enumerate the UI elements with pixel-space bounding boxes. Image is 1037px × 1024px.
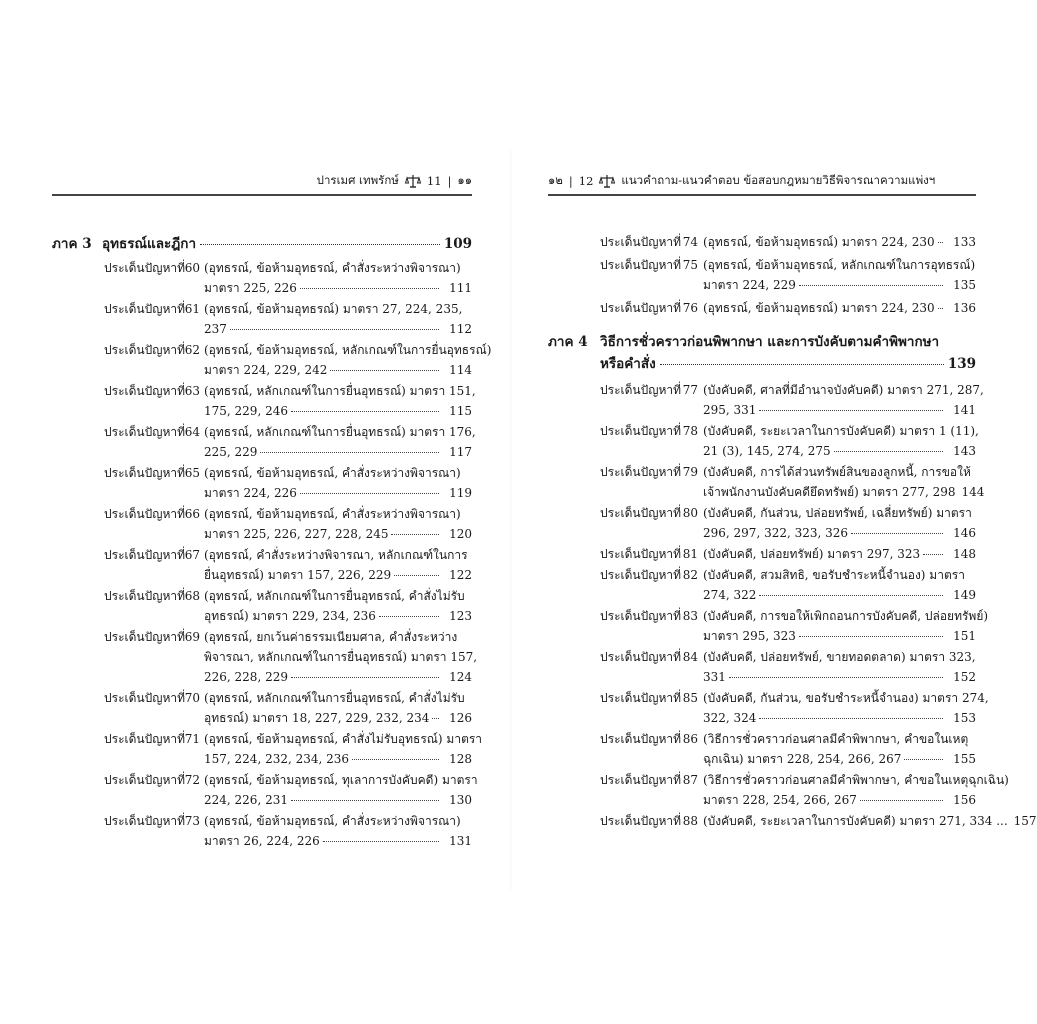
entry-text: 226, 228, 229 (204, 670, 288, 684)
entry-number: 77 (682, 383, 698, 397)
entry-number: 66 (184, 507, 200, 521)
entry-page: 149 (953, 588, 976, 602)
entry-line (703, 606, 989, 626)
entry-number: 75 (682, 258, 698, 272)
entry-line (204, 831, 472, 851)
entry-text: (บังคับคดี, การขอให้เพิกถอนการบังคับคดี, ปล่อยทรัพย์) (703, 609, 989, 623)
entry-page: 135 (953, 278, 976, 292)
dot-leader (323, 841, 439, 842)
entry-line (204, 688, 472, 708)
entry-text: 322, 324 (703, 711, 757, 725)
entry-page: 123 (449, 609, 472, 623)
entry-body (703, 380, 984, 420)
entry-body (703, 544, 976, 564)
entry-line (204, 749, 472, 769)
entry-page: 148 (953, 547, 976, 561)
entry-line (204, 708, 472, 728)
entry-body (204, 586, 472, 626)
entry-number: 71 (184, 732, 200, 746)
dot-leader (938, 242, 943, 243)
entry-page: 114 (449, 363, 472, 377)
entry-page: 133 (953, 235, 976, 249)
entry-text: (อุทธรณ์, ข้อห้ามอุทธรณ์, หลักเกณฑ์ในการยื่นอุทธรณ์) (204, 343, 492, 357)
entry-line (703, 770, 1009, 790)
entry-label: ประเด็นปัญหาที่ (600, 773, 682, 787)
entry-number: 86 (682, 732, 698, 746)
dot-leader (860, 800, 943, 801)
book-title: แนวคำถาม-แนวคำตอบ ข้อสอบกฎหมายวิธีพิจารณาความแพ่งฯ (621, 173, 936, 187)
page-number-thai: ๑๒ (548, 173, 563, 187)
part-label: ภาค 4 (548, 334, 588, 350)
entry-number: 65 (184, 466, 200, 480)
entry-text: (อุทธรณ์, ยกเว้นค่าธรรมเนียมศาล, คำสั่งระหว่าง (204, 630, 458, 644)
header-rule (52, 194, 472, 196)
entry-line (703, 626, 976, 646)
entry-label: ประเด็นปัญหาที่ (104, 691, 186, 705)
entry-label: ประเด็นปัญหาที่ (600, 547, 682, 561)
entry-line (703, 688, 989, 708)
entry-line (703, 421, 979, 441)
dot-leader (352, 759, 439, 760)
entry-line (703, 790, 976, 810)
entry-number: 62 (184, 343, 200, 357)
entry-line (703, 380, 984, 400)
entry-label: ประเด็นปัญหาที่ (600, 814, 682, 828)
dot-leader (300, 493, 439, 494)
entry-label: ประเด็นปัญหาที่ (600, 424, 682, 438)
entry-label: ประเด็นปัญหาที่ (104, 343, 186, 357)
entry-text: มาตรา 295, 323 (703, 629, 796, 643)
entry-line (204, 422, 476, 442)
part-title-line2-row (600, 352, 976, 374)
entry-line (703, 275, 976, 295)
entry-line (204, 463, 472, 483)
entry-number: 79 (682, 465, 698, 479)
entry-number: 74 (682, 235, 698, 249)
entry-page: 120 (449, 527, 472, 541)
entry-line (703, 544, 976, 564)
entry-line (204, 811, 472, 831)
entry-page: 131 (449, 834, 472, 848)
entry-number: 70 (184, 691, 200, 705)
entry-text: (บังคับคดี, การได้ส่วนทรัพย์สินของลูกหนี้, การขอให้ (703, 465, 971, 479)
entry-text: ฉุกเฉิน) มาตรา 228, 254, 266, 267 (703, 752, 902, 766)
entry-line (703, 811, 1037, 831)
page-number-separator: | (568, 174, 573, 188)
entry-text: มาตรา 224, 229, 242 (204, 363, 328, 377)
entry-line (204, 401, 472, 421)
entry-line (204, 586, 472, 606)
entry-page: 156 (953, 793, 976, 807)
entry-label: ประเด็นปัญหาที่ (600, 258, 682, 272)
entry-line (703, 565, 976, 585)
entry-text: (อุทธรณ์, ข้อห้ามอุทธรณ์) มาตรา 224, 230 (703, 301, 935, 315)
entry-line (204, 340, 492, 360)
entry-label: ประเด็นปัญหาที่ (104, 732, 186, 746)
entry-page: 130 (449, 793, 472, 807)
dot-leader (330, 370, 439, 371)
entry-line (204, 504, 472, 524)
entry-page: 124 (449, 670, 472, 684)
entry-body (703, 255, 976, 295)
dot-leader (230, 329, 439, 330)
entry-body (204, 463, 472, 503)
entry-page: 119 (449, 486, 472, 500)
dot-leader (938, 308, 943, 309)
entry-text: พิจารณา, หลักเกณฑ์ในการยื่นอุทธรณ์) มาตรา 157, (204, 650, 478, 664)
part-label: ภาค 3 (52, 236, 92, 252)
left-page (52, 170, 492, 870)
entry-text: (อุทธรณ์, ข้อห้ามอุทธรณ์) มาตรา 27, 224, 235, (204, 302, 463, 316)
entry-body (703, 421, 979, 461)
entry-label: ประเด็นปัญหาที่ (600, 383, 682, 397)
dot-leader (432, 718, 439, 719)
book-gutter (510, 150, 512, 890)
entry-number: 67 (184, 548, 200, 562)
dot-leader (660, 364, 944, 365)
dot-leader (904, 759, 943, 760)
part-title: อุทธรณ์และฎีกา (102, 236, 197, 252)
entry-body (703, 688, 989, 728)
entry-text: (อุทธรณ์, หลักเกณฑ์ในการยื่นอุทธรณ์, คำสั่งไม่รับ (204, 691, 465, 705)
entry-body (204, 770, 478, 810)
entry-body (204, 729, 483, 769)
entry-label: ประเด็นปัญหาที่ (600, 465, 682, 479)
entry-page: 157 (1013, 814, 1037, 828)
dot-leader (923, 554, 943, 555)
entry-label: ประเด็นปัญหาที่ (600, 235, 682, 249)
entry-number: 69 (184, 630, 200, 644)
entry-text: 331 (703, 670, 726, 684)
entry-line (204, 360, 472, 380)
page-number-separator: | (447, 174, 452, 188)
entry-text: 237 (204, 322, 227, 336)
entry-body (204, 340, 492, 380)
entry-number: 81 (682, 547, 698, 561)
entry-number: 61 (184, 302, 200, 316)
entry-number: 88 (682, 814, 698, 828)
entry-body (204, 422, 476, 462)
entry-text: (บังคับคดี, ศาลที่มีอำนาจบังคับคดี) มาตรา 271, 287, (703, 383, 984, 397)
entry-body (703, 232, 976, 252)
entry-body (703, 647, 976, 687)
entry-body (703, 811, 1037, 831)
entry-number: 82 (682, 568, 698, 582)
entry-text: ยื่นอุทธรณ์) มาตรา 157, 226, 229 (204, 568, 392, 582)
entry-page: 146 (953, 526, 976, 540)
entry-line (703, 232, 976, 252)
entry-label: ประเด็นปัญหาที่ (104, 384, 186, 398)
entry-line (204, 299, 472, 319)
entry-line (204, 319, 472, 339)
dot-leader (291, 411, 439, 412)
entry-line (703, 729, 976, 749)
entry-page: 152 (953, 670, 976, 684)
entry-label: ประเด็นปัญหาที่ (104, 261, 186, 275)
entry-number: 80 (682, 506, 698, 520)
entry-number: 87 (682, 773, 698, 787)
entry-text: (วิธีการชั่วคราวก่อนศาลมีคำพิพากษา, คำขอในเหตุ (703, 732, 969, 746)
dot-leader (379, 616, 439, 617)
entry-line (204, 524, 472, 544)
part-heading (52, 232, 472, 254)
entry-body (204, 258, 472, 298)
entry-line (204, 729, 483, 749)
entry-number: 72 (184, 773, 200, 787)
entry-number: 85 (682, 691, 698, 705)
dot-leader (291, 677, 439, 678)
entry-label: ประเด็นปัญหาที่ (104, 466, 186, 480)
entry-label: ประเด็นปัญหาที่ (104, 773, 186, 787)
entry-line (204, 483, 472, 503)
entry-text: 157, 224, 232, 234, 236 (204, 752, 350, 766)
dot-leader (759, 410, 943, 411)
entry-text: (อุทธรณ์, ข้อห้ามอุทธรณ์, คำสั่งระหว่างพิจารณา) (204, 814, 461, 828)
entry-page: 144 (961, 485, 985, 499)
entry-line (703, 647, 976, 667)
right-page-header (548, 170, 935, 192)
entry-line (703, 441, 976, 461)
entry-text: (อุทธรณ์, ข้อห้ามอุทธรณ์, ทุเลาการบังคับคดี) มาตรา (204, 773, 478, 787)
entry-text: 224, 226, 231 (204, 793, 288, 807)
entry-page: 111 (449, 281, 472, 295)
entry-text: (อุทธรณ์, หลักเกณฑ์ในการยื่นอุทธรณ์) มาตรา 151, (204, 384, 476, 398)
entry-text: (บังคับคดี, ระยะเวลาในการบังคับคดี) มาตรา 1 (11), (703, 424, 979, 438)
entry-body (703, 770, 1009, 810)
entry-body (204, 299, 472, 339)
entry-page: 151 (953, 629, 976, 643)
entry-text: 274, 322 (703, 588, 757, 602)
entry-text: 175, 229, 246 (204, 404, 288, 418)
entry-line (204, 258, 472, 278)
part-heading (548, 330, 976, 374)
entry-text: (อุทธรณ์, ข้อห้ามอุทธรณ์, คำสั่งไม่รับอุทธรณ์) มาตรา (204, 732, 483, 746)
entry-body (204, 381, 476, 421)
entry-text: (บังคับคดี, กันส่วน, ปล่อยทรัพย์, เฉลี่ยทรัพย์) มาตรา (703, 506, 972, 520)
entry-label: ประเด็นปัญหาที่ (104, 302, 186, 316)
dot-leader (759, 718, 943, 719)
entry-line (703, 708, 976, 728)
entry-number: 83 (682, 609, 698, 623)
entry-text: 225, 229 (204, 445, 258, 459)
entry-text: (อุทธรณ์, ข้อห้ามอุทธรณ์, หลักเกณฑ์ในการอุทธรณ์) (703, 258, 976, 272)
entry-text: (อุทธรณ์, ข้อห้ามอุทธรณ์, คำสั่งระหว่างพิจารณา) (204, 261, 461, 275)
left-page-header (317, 170, 472, 192)
entry-line (703, 523, 976, 543)
entry-text: (บังคับคดี, สวมสิทธิ, ขอรับชำระหนี้จำนอง) มาตรา (703, 568, 965, 582)
part-page: 139 (947, 356, 976, 372)
entry-line (703, 749, 976, 769)
entry-text: (อุทธรณ์, หลักเกณฑ์ในการยื่นอุทธรณ์) มาตรา 176, (204, 425, 476, 439)
entry-body (204, 627, 478, 687)
entry-line (204, 647, 478, 667)
dot-leader (200, 244, 440, 245)
entry-page: 143 (953, 444, 976, 458)
entry-line (703, 298, 976, 318)
entry-line (204, 667, 472, 687)
part-title-line2: หรือคำสั่ง (600, 356, 656, 372)
entry-label: ประเด็นปัญหาที่ (600, 609, 682, 623)
entry-label: ประเด็นปัญหาที่ (104, 507, 186, 521)
entry-label: ประเด็นปัญหาที่ (600, 568, 682, 582)
entry-line (703, 667, 976, 687)
entry-page: 128 (449, 752, 472, 766)
entry-label: ประเด็นปัญหาที่ (600, 732, 682, 746)
entry-label: ประเด็นปัญหาที่ (600, 650, 682, 664)
part-title-line1: วิธีการชั่วคราวก่อนพิพากษา และการบังคับตามคำพิพากษา (600, 334, 940, 350)
entry-body (703, 462, 985, 502)
entry-text: 295, 331 (703, 403, 757, 417)
entry-label: ประเด็นปัญหาที่ (104, 589, 186, 603)
entry-number: 60 (184, 261, 200, 275)
entry-text: อุทธรณ์) มาตรา 229, 234, 236 (204, 609, 376, 623)
entry-text: มาตรา 26, 224, 226 (204, 834, 320, 848)
entry-body (204, 545, 472, 585)
entry-text: (บังคับคดี, กันส่วน, ขอรับชำระหนี้จำนอง) มาตรา 274, (703, 691, 989, 705)
dot-leader (799, 636, 943, 637)
entry-number: 78 (682, 424, 698, 438)
part-page: 109 (443, 236, 472, 252)
entry-label: ประเด็นปัญหาที่ (104, 814, 186, 828)
scales-of-justice-icon (405, 173, 421, 189)
dot-leader (759, 595, 943, 596)
entry-line (204, 278, 472, 298)
dot-leader (260, 452, 439, 453)
entry-number: 68 (184, 589, 200, 603)
entry-line (204, 565, 472, 585)
entry-text: (บังคับคดี, ปล่อยทรัพย์) มาตรา 297, 323 (703, 547, 921, 561)
page-number-thai: ๑๑ (457, 173, 472, 187)
entry-text: มาตรา 224, 226 (204, 486, 297, 500)
entry-page: 115 (449, 404, 472, 418)
entry-body (204, 688, 472, 728)
entry-page: 141 (953, 403, 976, 417)
entry-text: มาตรา 228, 254, 266, 267 (703, 793, 857, 807)
entry-line (204, 442, 472, 462)
right-page (548, 170, 1037, 870)
dot-leader (729, 677, 943, 678)
entry-page: 122 (449, 568, 472, 582)
entry-page: 112 (449, 322, 472, 336)
entry-line (204, 545, 472, 565)
entry-text: 296, 297, 322, 323, 326 (703, 526, 849, 540)
scales-of-justice-icon (599, 173, 615, 189)
entry-line (204, 627, 472, 647)
entry-number: 84 (682, 650, 698, 664)
entry-number: 76 (682, 301, 698, 315)
entry-text: (อุทธรณ์, ข้อห้ามอุทธรณ์) มาตรา 224, 230 (703, 235, 935, 249)
dot-leader (300, 288, 439, 289)
entry-line (703, 482, 985, 502)
entry-page: 126 (449, 711, 472, 725)
entry-body (703, 565, 976, 605)
page-number-arabic: 11 (426, 174, 442, 188)
entry-body (204, 504, 472, 544)
entry-page: 136 (953, 301, 976, 315)
entry-text: (อุทธรณ์, หลักเกณฑ์ในการยื่นอุทธรณ์, คำสั่งไม่รับ (204, 589, 465, 603)
entry-body (703, 503, 976, 543)
dot-leader (851, 533, 943, 534)
entry-label: ประเด็นปัญหาที่ (600, 691, 682, 705)
entry-number: 63 (184, 384, 200, 398)
header-rule (548, 194, 976, 196)
entry-line (703, 503, 976, 523)
page-number-arabic: 12 (578, 174, 594, 188)
entry-page: 117 (449, 445, 472, 459)
entry-label: ประเด็นปัญหาที่ (104, 630, 186, 644)
entry-number: 64 (184, 425, 200, 439)
entry-line (204, 606, 472, 626)
dot-leader (291, 800, 439, 801)
entry-text: เจ้าพนักงานบังคับคดียึดทรัพย์) มาตรา 277, 298 (703, 485, 956, 499)
entry-label: ประเด็นปัญหาที่ (104, 425, 186, 439)
author-name: ปารเมศ เทพรักษ์ (316, 173, 399, 187)
entry-label: ประเด็นปัญหาที่ (104, 548, 186, 562)
entry-text: (อุทธรณ์, ข้อห้ามอุทธรณ์, คำสั่งระหว่างพิจารณา) (204, 466, 461, 480)
entry-line (703, 255, 976, 275)
entry-label: ประเด็นปัญหาที่ (600, 301, 682, 315)
entry-page: 155 (953, 752, 976, 766)
entry-text: (วิธีการชั่วคราวก่อนศาลมีคำพิพากษา, คำขอในเหตุฉุกเฉิน) (703, 773, 1009, 787)
entry-line (204, 381, 476, 401)
entry-line (703, 462, 976, 482)
entry-body (204, 811, 472, 851)
entry-body (703, 606, 989, 646)
entry-line (204, 770, 478, 790)
entry-page: 153 (953, 711, 976, 725)
dot-leader (391, 534, 439, 535)
entry-line (703, 585, 976, 605)
entry-line (204, 790, 472, 810)
entry-number: 73 (184, 814, 200, 828)
dot-leader (394, 575, 439, 576)
entry-line (703, 400, 976, 420)
dot-leader (799, 285, 943, 286)
entry-text: มาตรา 225, 226, 227, 228, 245 (204, 527, 389, 541)
entry-text: 21 (3), 145, 274, 275 (703, 444, 831, 458)
entry-text: (อุทธรณ์, คำสั่งระหว่างพิจารณา, หลักเกณฑ์ในการ (204, 548, 468, 562)
entry-label: ประเด็นปัญหาที่ (600, 506, 682, 520)
part-title-block (600, 330, 976, 374)
entry-text: (บังคับคดี, ระยะเวลาในการบังคับคดี) มาตรา 271, 334 ... (703, 814, 1008, 828)
entry-text: อุทธรณ์) มาตรา 18, 227, 229, 232, 234 (204, 711, 430, 725)
entry-text: มาตรา 225, 226 (204, 281, 297, 295)
entry-text: (บังคับคดี, ปล่อยทรัพย์, ขายทอดตลาด) มาตรา 323, (703, 650, 976, 664)
entry-text: มาตรา 224, 229 (703, 278, 796, 292)
dot-leader (834, 451, 943, 452)
entry-body (703, 729, 976, 769)
entry-body (703, 298, 976, 318)
entry-text: (อุทธรณ์, ข้อห้ามอุทธรณ์, คำสั่งระหว่างพิจารณา) (204, 507, 461, 521)
